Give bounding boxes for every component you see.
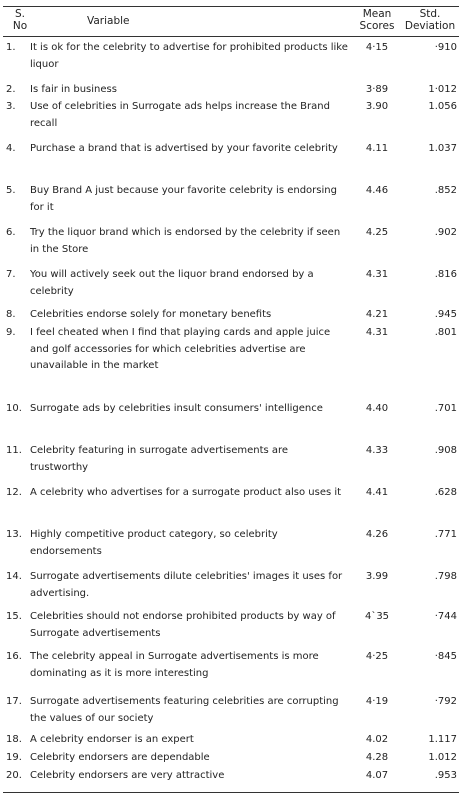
row-variable: Surrogate advertisements featuring celebrities are corrupting the values of our society — [30, 696, 342, 724]
row-mean: 4.40 — [365, 403, 389, 414]
row-number: 13. — [6, 529, 22, 540]
row-sd: ·744 — [434, 611, 457, 622]
header-rule — [3, 36, 459, 37]
row-number: 16. — [6, 651, 22, 662]
row-sd: .902 — [434, 227, 457, 238]
row-variable: You will actively seek out the liquor brand endorsed by a celebrity — [30, 269, 317, 297]
row-sd: 1.056 — [428, 101, 457, 112]
row-number: 6. — [6, 227, 16, 238]
row-mean: 4.11 — [365, 143, 389, 154]
row-number: 12. — [6, 487, 22, 498]
top-rule — [3, 6, 459, 7]
row-number: 11. — [6, 445, 22, 456]
row-sd: .852 — [434, 185, 457, 196]
row-variable: The celebrity appeal in Surrogate advertisements is more dominating as it is more interesting — [30, 651, 322, 679]
row-sd: 1·012 — [428, 84, 457, 95]
row-sd: ·792 — [434, 696, 457, 707]
row-variable: Buy Brand A just because your favorite celebrity is endorsing for it — [30, 185, 341, 213]
row-mean: 3·89 — [365, 84, 389, 95]
row-mean: 4.02 — [365, 734, 389, 745]
row-variable: Is fair in business — [30, 84, 117, 95]
row-variable: It is ok for the celebrity to advertise for prohibited products like liquor — [30, 42, 352, 70]
row-number: 19. — [6, 752, 22, 763]
row-mean: 4.33 — [365, 445, 389, 456]
row-sd: .798 — [434, 571, 457, 582]
row-sd: .953 — [434, 770, 457, 781]
row-mean: 4.26 — [365, 529, 389, 540]
row-sd: 1.012 — [428, 752, 457, 763]
row-number: 3. — [6, 101, 16, 112]
row-mean: 4·19 — [365, 696, 389, 707]
row-number: 18. — [6, 734, 22, 745]
row-number: 8. — [6, 309, 16, 320]
row-variable: Highly competitive product category, so celebrity endorsements — [30, 529, 281, 557]
row-variable: Celebrities should not endorse prohibited products by way of Surrogate advertisements — [30, 611, 339, 639]
row-mean: 4.07 — [365, 770, 389, 781]
header-variable: Variable — [87, 15, 130, 27]
row-mean: 4`35 — [364, 611, 390, 622]
row-mean: 4.46 — [365, 185, 389, 196]
row-mean: 4.25 — [365, 227, 389, 238]
row-number: 17. — [6, 696, 22, 707]
row-variable: Surrogate advertisements dilute celebrities' images it uses for advertising. — [30, 571, 346, 599]
row-mean: 4.21 — [365, 309, 389, 320]
row-number: 5. — [6, 185, 16, 196]
row-sd: ·910 — [434, 42, 457, 53]
row-variable: Celebrity featuring in surrogate advertisements are trustworthy — [30, 445, 292, 473]
row-number: 7. — [6, 269, 16, 280]
row-sd: .945 — [434, 309, 457, 320]
bottom-rule — [3, 792, 459, 793]
row-number: 15. — [6, 611, 22, 622]
row-sd: 1.117 — [428, 734, 457, 745]
row-variable: Celebrity endorsers are dependable — [30, 752, 210, 763]
row-mean: 4·25 — [365, 651, 389, 662]
row-sd: ·845 — [434, 651, 457, 662]
row-sd: .908 — [434, 445, 457, 456]
row-variable: Try the liquor brand which is endorsed by the celebrity if seen in the Store — [30, 227, 344, 255]
row-sd: .771 — [434, 529, 457, 540]
row-sd: .816 — [434, 269, 457, 280]
row-number: 4. — [6, 143, 16, 154]
row-variable: I feel cheated when I find that playing cards and apple juice and golf accessories for which celebrities advertise are unavailable in the market — [30, 327, 334, 371]
row-number: 2. — [6, 84, 16, 95]
row-variable: Surrogate ads by celebrities insult consumers' intelligence — [30, 403, 323, 414]
row-mean: 3.99 — [365, 571, 389, 582]
row-mean: 4.31 — [365, 327, 389, 338]
row-sd: .801 — [434, 327, 457, 338]
row-variable: A celebrity endorser is an expert — [30, 734, 194, 745]
row-variable: A celebrity who advertises for a surrogate product also uses it — [30, 487, 342, 498]
row-mean: 4.41 — [365, 487, 389, 498]
row-mean: 3.90 — [365, 101, 389, 112]
header-std-deviation: Std. Deviation — [404, 8, 456, 32]
row-variable: Purchase a brand that is advertised by your favorite celebrity — [30, 143, 338, 154]
row-number: 20. — [6, 770, 22, 781]
row-variable: Use of celebrities in Surrogate ads helps increase the Brand recall — [30, 101, 334, 129]
header-sno: S. No — [12, 8, 28, 32]
row-number: 1. — [6, 42, 16, 53]
row-mean: 4.31 — [365, 269, 389, 280]
row-number: 14. — [6, 571, 22, 582]
row-sd: .628 — [434, 487, 457, 498]
row-mean: 4·15 — [365, 42, 389, 53]
row-sd: 1.037 — [428, 143, 457, 154]
row-variable: Celebrity endorsers are very attractive — [30, 770, 225, 781]
row-number: 10. — [6, 403, 22, 414]
row-mean: 4.28 — [365, 752, 389, 763]
row-sd: .701 — [434, 403, 457, 414]
row-number: 9. — [6, 327, 16, 338]
row-variable: Celebrities endorse solely for monetary benefits — [30, 309, 272, 320]
header-mean-scores: Mean Scores — [359, 8, 395, 32]
